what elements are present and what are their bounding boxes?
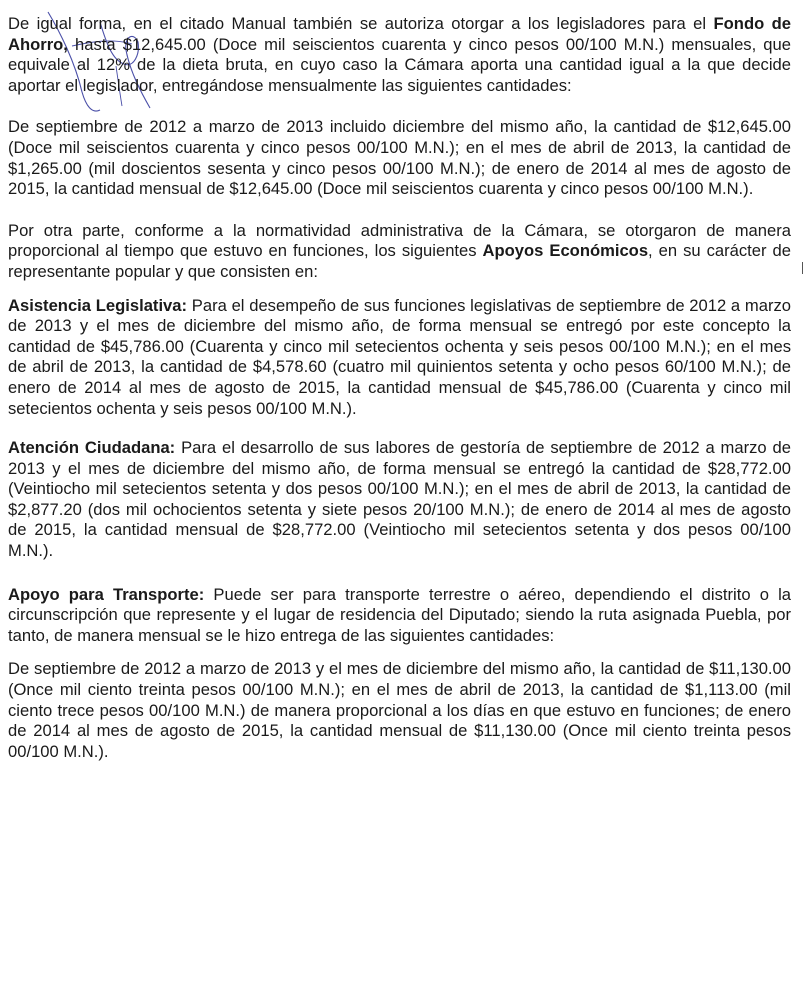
text-body: De septiembre de 2012 a marzo de 2013 y el mes de diciembre del mismo año, la cantidad de $11,130.00 (Once mil ciento treinta pesos 00/100 M.N.); en el mes de abril de 2013, la cantidad de $1,113.00 (mil ciento trece pesos 00/100 M.N.) de manera proporcional a los días en que estuvo en funciones; de enero de 2014 al mes de agosto de 2015, la cantidad mensual de $11,130.00 (Once mil ciento treinta pesos 00/100 M.N.). (8, 659, 791, 761)
text-lead: De igual forma, en el citado Manual también se autoriza otorgar a los legisladores para el (8, 14, 714, 33)
paragraph-apoyo-transporte (8, 585, 791, 647)
paragraph-asistencia-legislativa (8, 296, 791, 420)
label-atencion-ciudadana: Atención Ciudadana: (8, 438, 176, 458)
text-body: Para el desempeño de sus funciones legislativas de septiembre de 2012 a marzo de 2013 y el mes de diciembre del mismo año, de forma mensual se entregó por este concepto la cantidad de $45,786.00 (Cuarenta y cinco mil setecientos ochenta y seis pesos 00/100 M.N.); en el mes de abril de 2013, la cantidad de $4,578.60 (cuatro mil quinientos setenta y ocho pesos 60/100 M.N.); de enero de 2014 al mes de agosto de 2015, la cantidad mensual de $45,786.00 (Cuarenta y cinco mil setecientos ochenta y seis pesos 00/100 M.N.). (8, 295, 791, 418)
text-body: Para el desarrollo de sus labores de gestoría de septiembre de 2012 a marzo de 2013 y el mes de diciembre del mismo año, de forma mensual se entregó la cantidad de $28,772.00 (Veintiocho mil setecientos setenta y dos pesos 00/100 M.N.); en el mes de abril de 2013, la cantidad de $2,877.20 (dos mil ochocientos setenta y siete pesos 20/100 M.N.); de enero de 2014 al mes de agosto de 2015, la cantidad mensual de $28,772.00 (Veintiocho mil setecientos setenta y dos pesos 00/100 M.N.). (8, 438, 791, 561)
paragraph-apoyos-economicos (8, 221, 791, 283)
text-lead: Por otra parte, conforme a la normatividad administrativa de la Cámara, se otorgaron de manera proporcional al tiempo que estuvo en funciones, los siguientes (8, 220, 791, 261)
label-apoyo-transporte: Apoyo para Transporte: (8, 584, 205, 604)
margin-mark (802, 262, 803, 274)
text-body: Puede ser para transporte terrestre o aéreo, dependiendo el distrito o la circunscripción que represente y el lugar de residencia del Diputado; siendo la ruta asignada Puebla, por tanto, de manera mensual se le hizo entrega de las siguientes cantidades: (8, 584, 791, 645)
label-apoyos-economicos: Apoyos Económicos (482, 241, 649, 261)
paragraph-fondo-cantidades (8, 117, 791, 199)
document-page (8, 14, 791, 762)
text-body: De septiembre de 2012 a marzo de 2013 incluido diciembre del mismo año, la cantidad de $12,645.00 (Doce mil seiscientos cuarenta y cinco pesos 00/100 M.N.); en el mes de abril de 2013, la cantidad de $1,265.00 (mil doscientos sesenta y cinco pesos 00/100 M.N.); de enero de 2014 al mes de agosto de 2015, la cantidad mensual de $12,645.00 (Doce mil seiscientos cuarenta y cinco pesos 00/100 M.N.). (8, 117, 791, 199)
text-body: hasta $12,645.00 (Doce mil seiscientos cuarenta y cinco pesos 00/100 M.N.) mensuales, que equivale al 12% de la dieta bruta, en cuyo caso la Cámara aporta una cantidad igual a la que decide aportar el legislador, entregándose mensualmente las siguientes cantidades: (8, 34, 791, 95)
paragraph-fondo-ahorro (8, 14, 791, 96)
paragraph-transporte-cantidades (8, 659, 791, 762)
label-fondo-ahorro: Fondo de Ahorro, (8, 14, 792, 54)
paragraph-atencion-ciudadana (8, 438, 791, 562)
label-asistencia-legislativa: Asistencia Legislativa: (8, 295, 188, 315)
text-body: , en su carácter de representante popular y que consisten en: (8, 241, 791, 281)
